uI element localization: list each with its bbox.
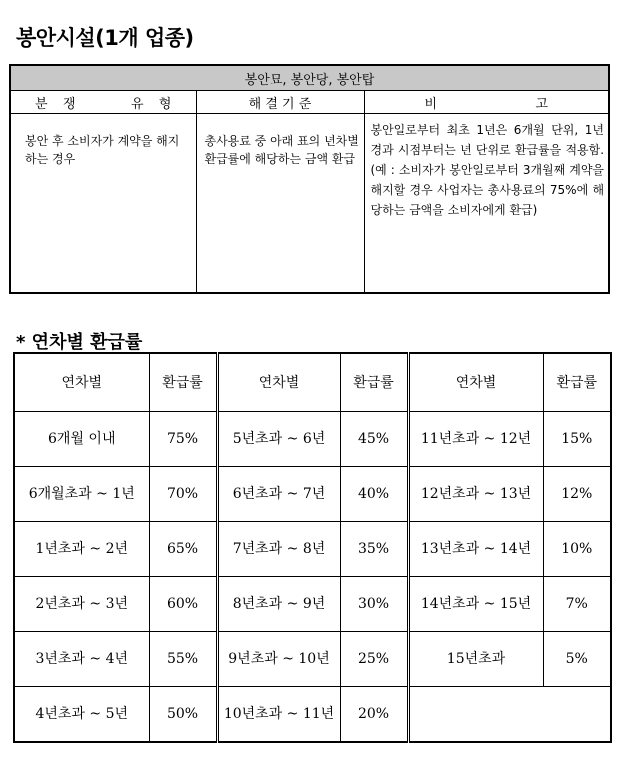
rate-cell: 35% xyxy=(340,522,408,577)
period-cell: 4년초과 ~ 5년 xyxy=(14,687,149,743)
header-period: 연차별 xyxy=(217,353,340,412)
rate-cell: 12% xyxy=(543,467,611,522)
period-cell: 6년초과 ~ 7년 xyxy=(217,467,340,522)
header-period: 연차별 xyxy=(14,353,149,412)
rate-cell: 45% xyxy=(340,412,408,467)
header-remarks: 비 고 xyxy=(364,91,609,114)
table-row xyxy=(14,412,611,467)
rate-cell: 20% xyxy=(340,687,408,743)
header-resolution-standard: 해 결 기 준 xyxy=(196,91,364,114)
dispute-resolution-table xyxy=(9,64,610,294)
period-cell: 2년초과 ~ 3년 xyxy=(14,577,149,632)
header-period: 연차별 xyxy=(408,353,543,412)
rate-cell: 5% xyxy=(543,632,611,687)
header-dispute-type: 분 쟁 유 형 xyxy=(10,91,196,114)
table-row xyxy=(14,687,611,743)
resolution-standard-cell: 총사용료 중 아래 표의 년차별 환급률에 해당하는 금액 환급 xyxy=(196,114,364,294)
rate-cell: 10% xyxy=(543,522,611,577)
period-cell: 15년초과 xyxy=(408,632,543,687)
rate-cell: 40% xyxy=(340,467,408,522)
rate-cell: 70% xyxy=(149,467,217,522)
period-cell: 1년초과 ~ 2년 xyxy=(14,522,149,577)
rate-cell: 7% xyxy=(543,577,611,632)
period-cell: 5년초과 ~ 6년 xyxy=(217,412,340,467)
rate-cell: 50% xyxy=(149,687,217,743)
rate-cell: 60% xyxy=(149,577,217,632)
rate-cell: 65% xyxy=(149,522,217,577)
table-row xyxy=(14,632,611,687)
rate-cell: 75% xyxy=(149,412,217,467)
period-cell: 11년초과 ~ 12년 xyxy=(408,412,543,467)
period-cell: 10년초과 ~ 11년 xyxy=(217,687,340,743)
period-cell: 8년초과 ~ 9년 xyxy=(217,577,340,632)
period-cell: 9년초과 ~ 10년 xyxy=(217,632,340,687)
period-cell: 7년초과 ~ 8년 xyxy=(217,522,340,577)
period-cell: 14년초과 ~ 15년 xyxy=(408,577,543,632)
table-row xyxy=(14,522,611,577)
refund-rate-table xyxy=(13,352,612,743)
period-cell: 12년초과 ~ 13년 xyxy=(408,467,543,522)
dispute-type-cell: 봉안 후 소비자가 계약을 해지하는 경우 xyxy=(10,114,196,294)
period-cell: 3년초과 ~ 4년 xyxy=(14,632,149,687)
page-title: 봉안시설(1개 업종) xyxy=(16,26,194,50)
refund-section-title: * 연차별 환급률 xyxy=(16,332,143,353)
refund-header-row xyxy=(14,353,611,412)
period-cell: 6개월 이내 xyxy=(14,412,149,467)
table-row xyxy=(14,577,611,632)
remarks-cell: 봉안일로부터 최초 1년은 6개월 단위, 1년 경과 시점부터는 년 단위로 환급률을 적용함.(예 : 소비자가 봉안일로부터 3개월째 계약을 해지할 경우 사업자는 총사용료의 75%에 해당하는 금액을 소비자에게 환급) xyxy=(364,114,609,294)
rate-cell: 55% xyxy=(149,632,217,687)
empty-cell xyxy=(408,687,611,743)
period-cell: 6개월초과 ~ 1년 xyxy=(14,467,149,522)
table-row xyxy=(14,467,611,522)
header-rate: 환급률 xyxy=(543,353,611,412)
rate-cell: 30% xyxy=(340,577,408,632)
header-rate: 환급률 xyxy=(340,353,408,412)
period-cell: 13년초과 ~ 14년 xyxy=(408,522,543,577)
facility-types-band: 봉안묘, 봉안당, 봉안탑 xyxy=(10,65,609,91)
rate-cell: 15% xyxy=(543,412,611,467)
rate-cell: 25% xyxy=(340,632,408,687)
header-rate: 환급률 xyxy=(149,353,217,412)
